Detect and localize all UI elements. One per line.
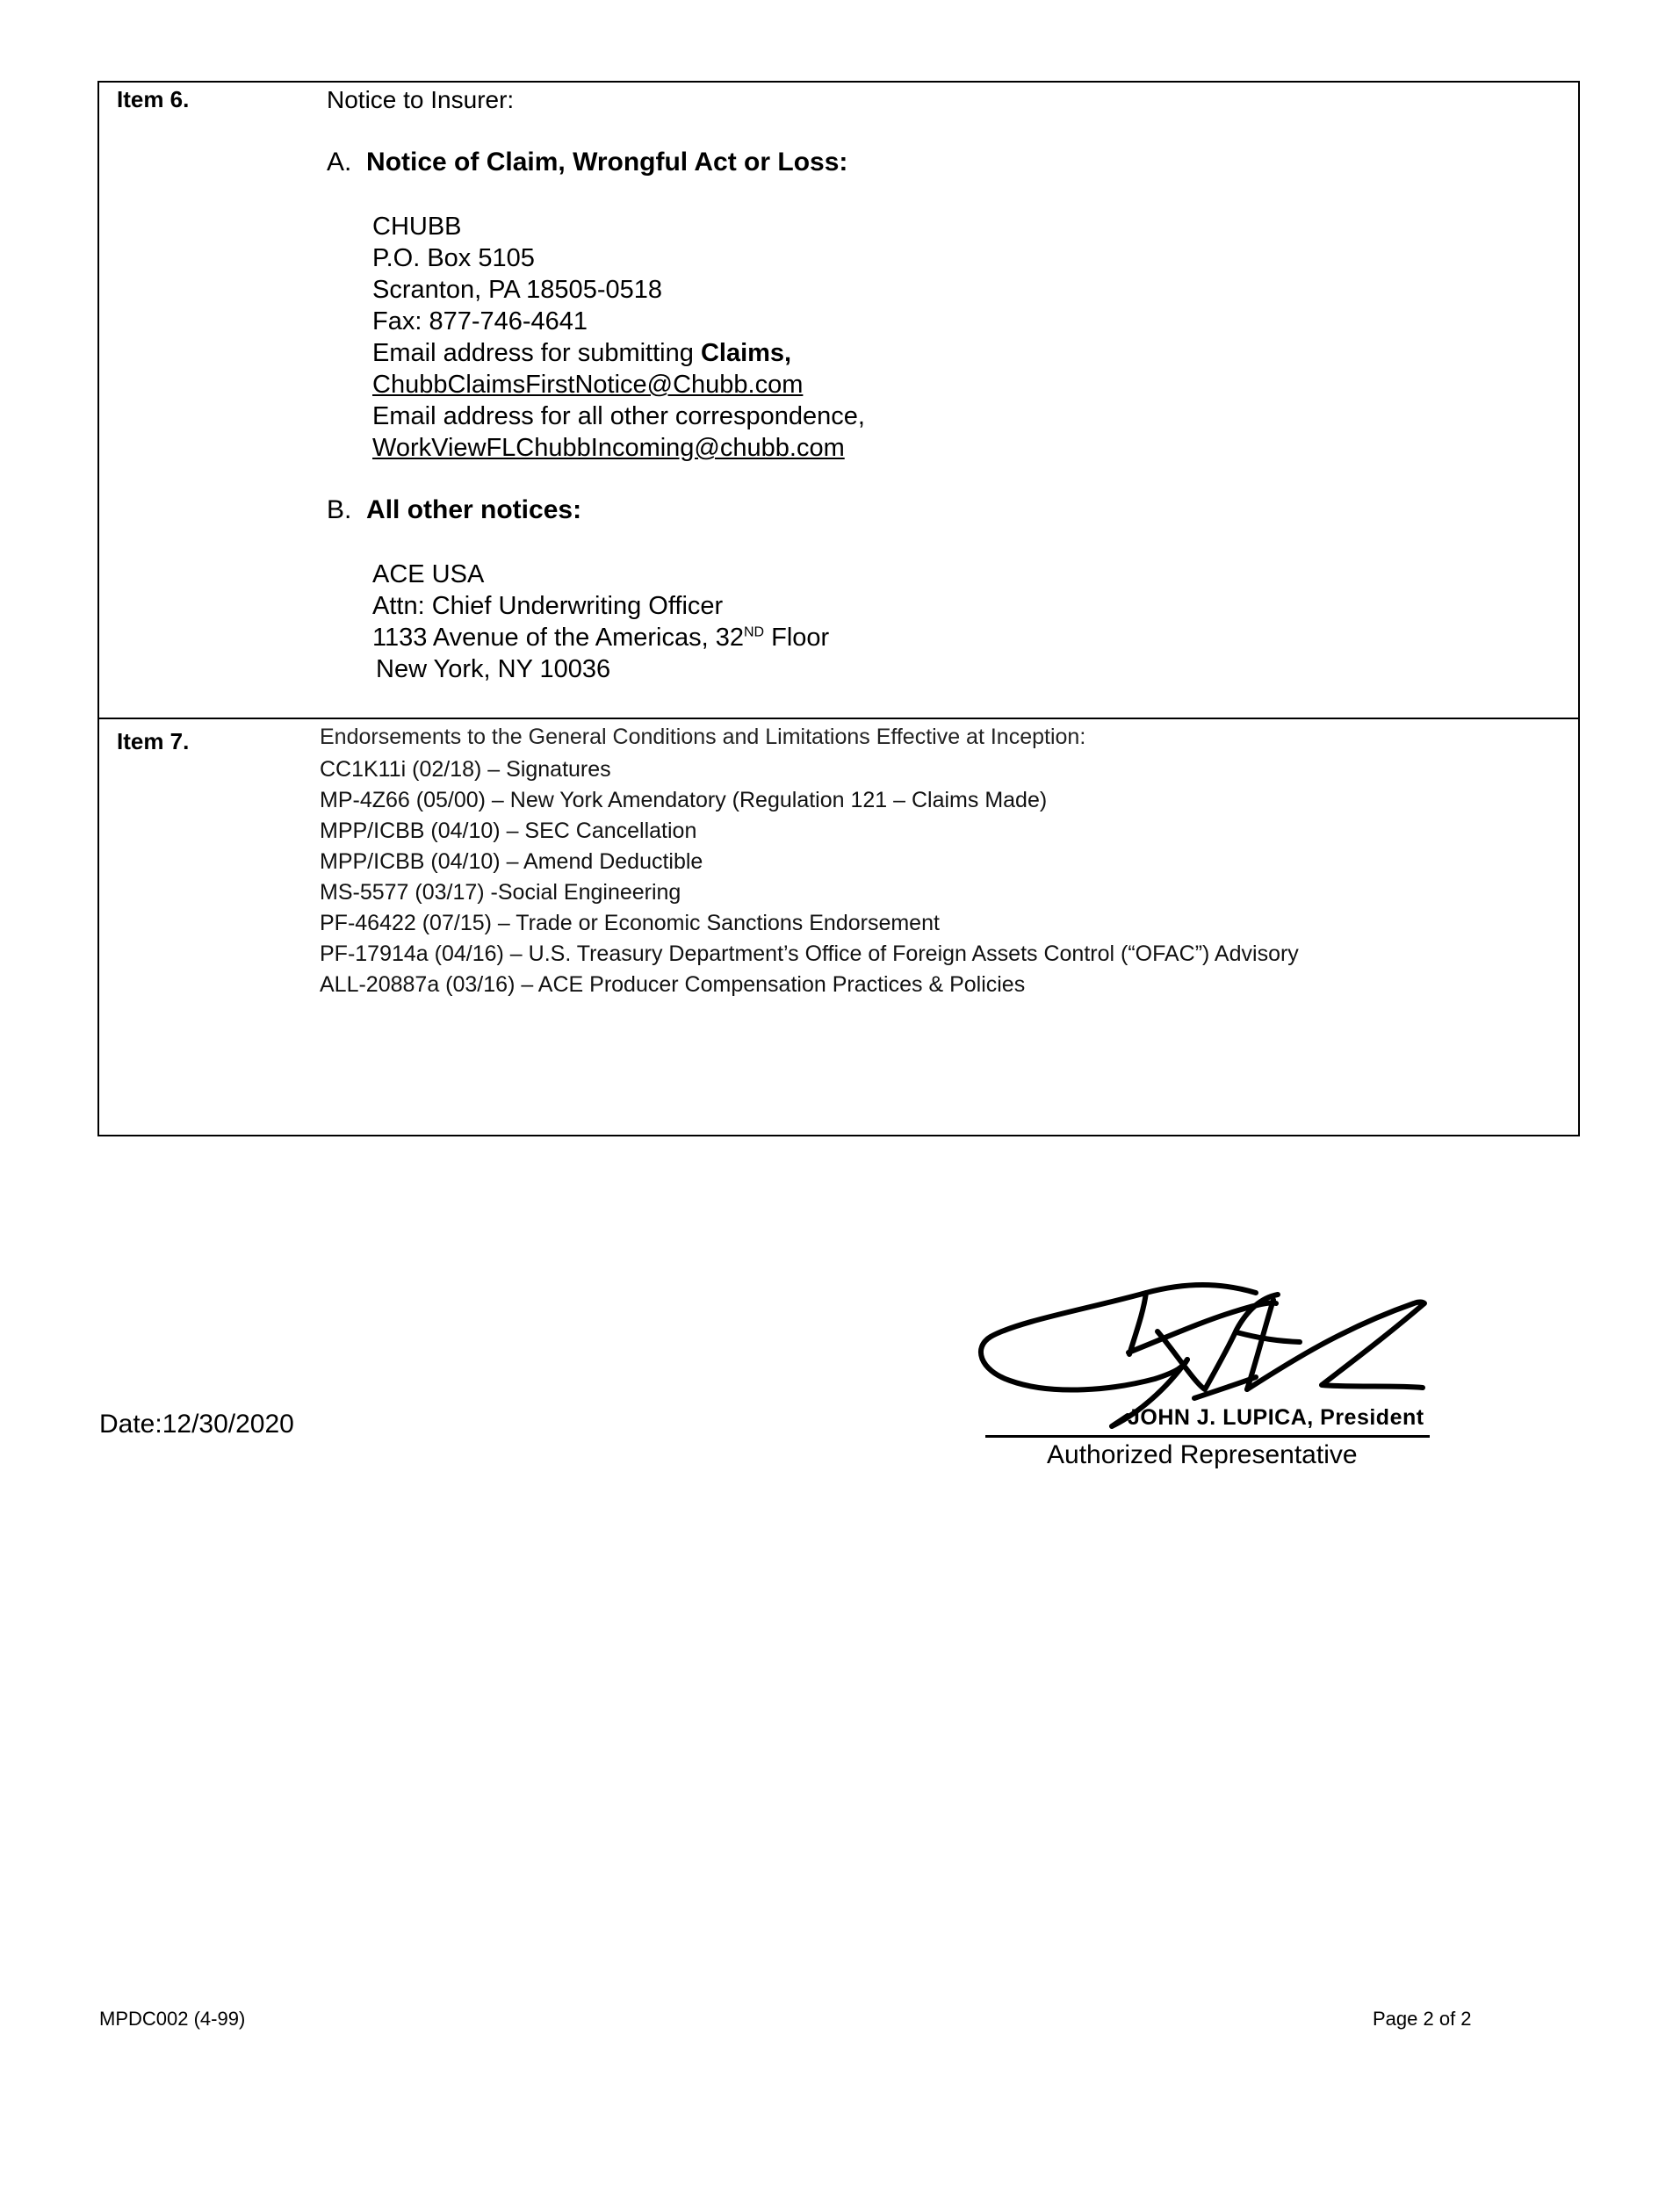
ace-street: [372, 622, 829, 653]
date: Date:12/30/2020: [99, 1410, 294, 1439]
endorsement-item: MPP/ICBB (04/10) – Amend Deductible: [320, 849, 703, 874]
item-6-label: Item 6.: [117, 86, 190, 112]
section-b-letter: B.: [327, 495, 352, 524]
item-7-label: Item 7.: [117, 728, 190, 754]
endorsement-item: PF-46422 (07/15) – Trade or Economic Sanctions Endorsement: [320, 911, 940, 935]
endorsement-item: MP-4Z66 (05/00) – New York Amendatory (Regulation 121 – Claims Made): [320, 788, 1048, 812]
other-email-label: Email address for all other correspondence,: [372, 402, 865, 430]
item-7-row: [99, 718, 1578, 1135]
other-email-link[interactable]: WorkViewFLChubbIncoming@chubb.com: [372, 434, 845, 462]
claims-email-link[interactable]: ChubbClaimsFirstNotice@Chubb.com: [372, 371, 804, 399]
section-a-letter: A.: [327, 148, 352, 177]
section-a-heading: [327, 148, 847, 177]
notice-to-insurer-heading: Notice to Insurer:: [327, 86, 515, 113]
endorsement-item: MPP/ICBB (04/10) – SEC Cancellation: [320, 819, 697, 843]
section-b-title: All other notices:: [366, 495, 582, 524]
items-table: [97, 81, 1580, 1136]
claims-word: Claims,: [700, 339, 792, 367]
ace-street-floor: Floor: [764, 624, 830, 652]
chubb-po-box: P.O. Box 5105: [372, 244, 535, 272]
form-code: MPDC002 (4-99): [99, 2008, 246, 2030]
signature-line: [985, 1435, 1430, 1438]
endorsements-heading: Endorsements to the General Conditions and Limitations Effective at Inception:: [320, 725, 1086, 749]
ace-street-text: 1133 Avenue of the Americas, 32: [372, 624, 744, 652]
endorsement-item: CC1K11i (02/18) – Signatures: [320, 757, 611, 782]
section-b-heading: [327, 495, 581, 525]
ace-name: ACE USA: [372, 560, 485, 588]
item-6-row: [99, 83, 1578, 718]
endorsement-item: PF-17914a (04/16) – U.S. Treasury Department’s Office of Foreign Assets Control (“OFAC”) Advisory: [320, 941, 1299, 966]
endorsement-item: ALL-20887a (03/16) – ACE Producer Compensation Practices & Policies: [320, 972, 1026, 997]
claims-email-label: [372, 337, 865, 369]
endorsement-item: MS-5577 (03/17) -Social Engineering: [320, 880, 681, 905]
signer-printed-name: JOHN J. LUPICA, President: [1128, 1405, 1424, 1430]
chubb-address: [372, 211, 865, 464]
ace-attn: Attn: Chief Underwriting Officer: [372, 592, 724, 620]
ace-city: New York, NY 10036: [376, 655, 611, 683]
chubb-fax: Fax: 877-746-4641: [372, 307, 588, 335]
endorsements-list: [320, 754, 1299, 1000]
ace-address: [372, 559, 829, 685]
authorized-representative-caption: Authorized Representative: [1047, 1440, 1358, 1469]
ace-floor-superscript: ND: [743, 624, 765, 640]
page-number: Page 2 of 2: [1373, 2008, 1472, 2030]
chubb-city: Scranton, PA 18505-0518: [372, 276, 662, 304]
chubb-name: CHUBB: [372, 213, 462, 241]
section-a-title: Notice of Claim, Wrongful Act or Loss:: [366, 148, 848, 177]
claims-email-label-text: Email address for submitting: [372, 339, 701, 367]
